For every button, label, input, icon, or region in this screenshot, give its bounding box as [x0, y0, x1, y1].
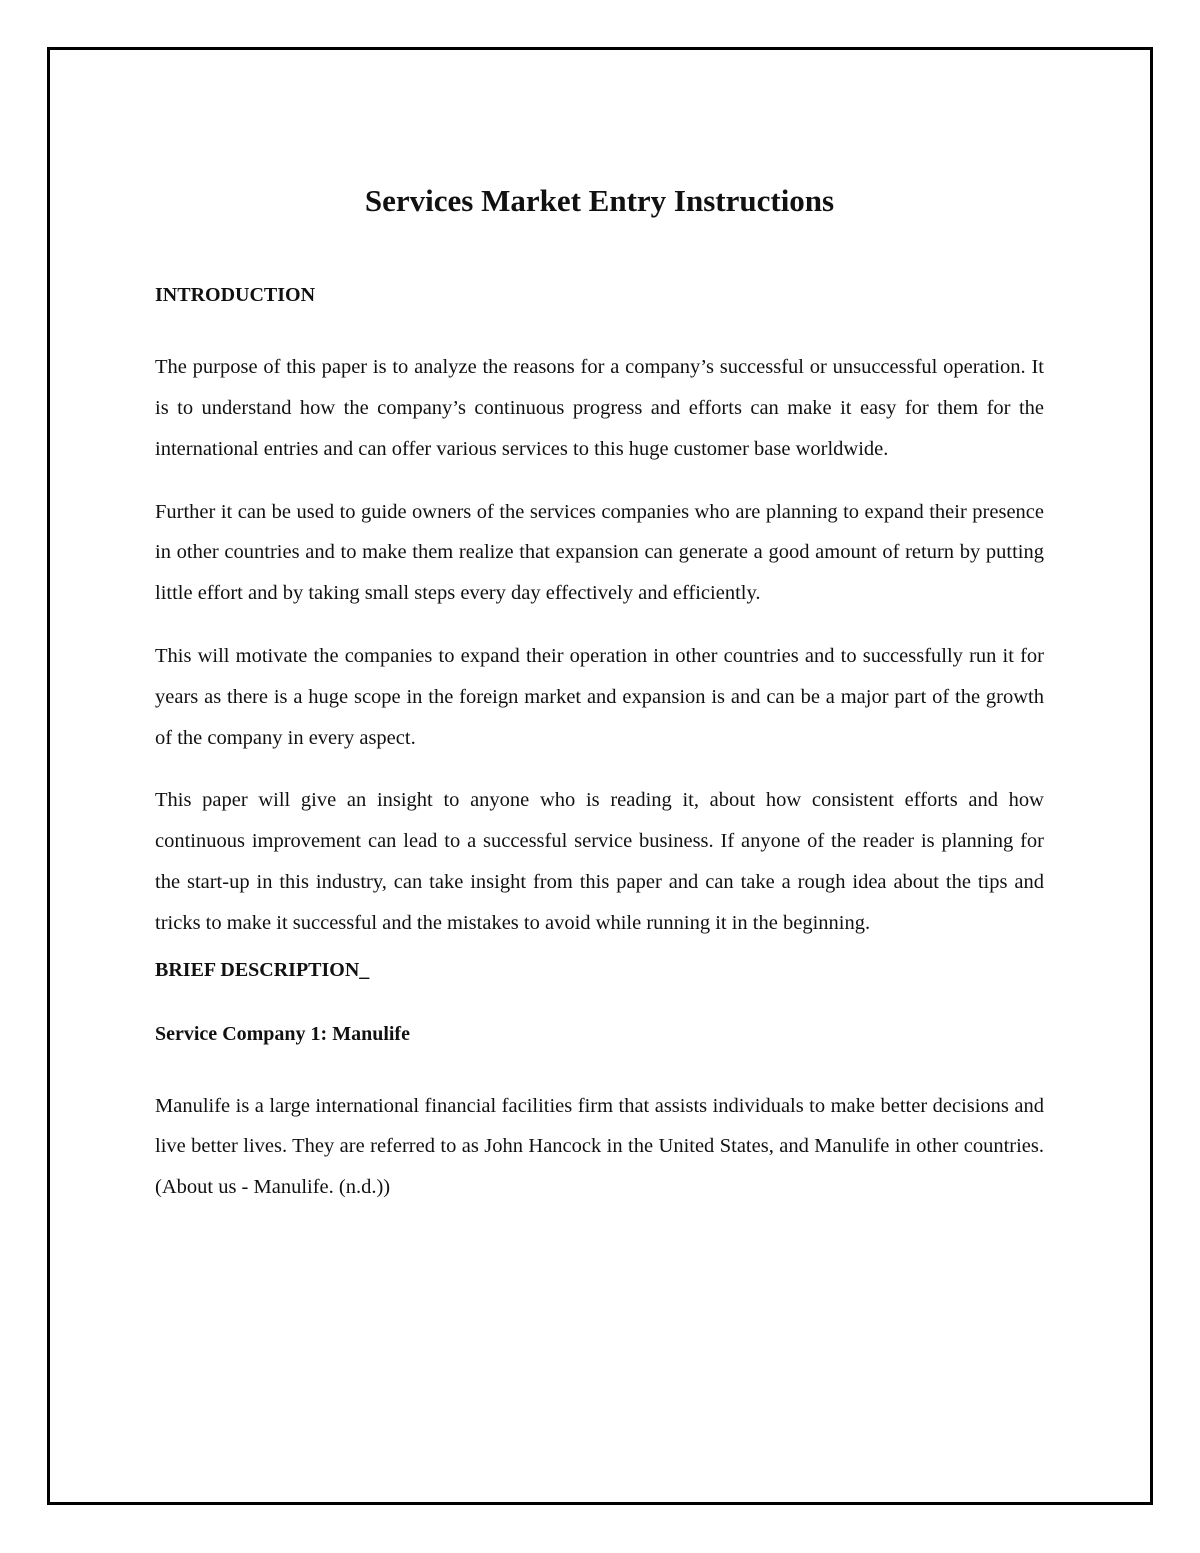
introduction-heading: INTRODUCTION	[155, 284, 316, 307]
introduction-paragraph-1: The purpose of this paper is to analyze the reasons for a company’s successful or unsuccessful operation. It is to understand how the company’s continuous progress and efforts can make it easy for them for the international entries and can offer various services to this huge customer base worldwide.	[155, 356, 1044, 460]
introduction-paragraph-4: This paper will give an insight to anyone who is reading it, about how consistent efforts and how continuous improvement can lead to a successful service business. If anyone of the reader is planning for the start-up in this industry, can take insight from this paper and can take a rough idea about the tips and tricks to make it successful and the mistakes to avoid while running it in the beginning.	[155, 789, 1044, 934]
manulife-paragraph: Manulife is a large international financial facilities firm that assists individuals to make better decisions and live better lives. They are referred to as John Hancock in the United States, and Manulife in other countries. (About us - Manulife. (n.d.))	[155, 1094, 1044, 1199]
document-title: Services Market Entry Instructions	[364, 183, 835, 218]
introduction-paragraph-2: Further it can be used to guide owners of the services companies who are planning to expand their presence in other countries and to make them realize that expansion can generate a good amount of return by putting little effort and by taking small steps every day effectively and efficiently.	[155, 500, 1044, 605]
service-company-heading: Service Company 1: Manulife	[155, 1022, 410, 1045]
brief-description-heading: BRIEF DESCRIPTION_	[155, 958, 370, 981]
introduction-paragraph-3: This will motivate the companies to expand their operation in other countries and to successfully run it for years as there is a huge scope in the foreign market and expansion is and can be a major part of the growth of the company in every aspect.	[155, 644, 1044, 749]
document-body	[155, 170, 1044, 1208]
